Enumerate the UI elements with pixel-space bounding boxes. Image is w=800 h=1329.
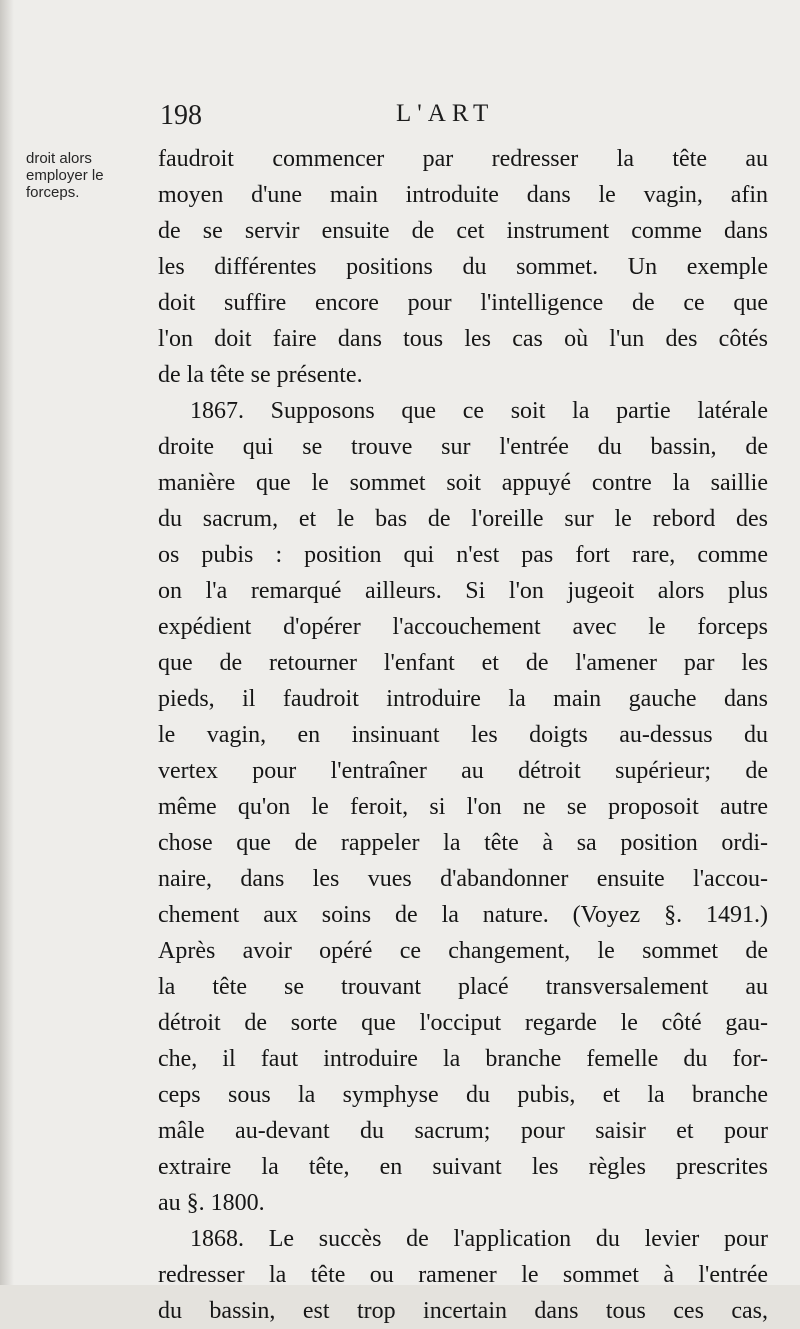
text-line: du sacrum, et le bas de l'oreille sur le rebord des (158, 506, 768, 532)
text-line: pieds, il faudroit introduire la main gauche dans (158, 686, 768, 712)
text-line: que de retourner l'enfant et de l'amener par les (158, 650, 768, 676)
page-edge-shadow (0, 0, 14, 1285)
margin-note-line: forceps. (26, 184, 80, 201)
text-line: vertex pour l'entraîner au détroit supérieur; de (158, 758, 768, 784)
page-header (160, 96, 760, 136)
page-number: 198 (160, 100, 202, 131)
text-line: de se servir ensuite de cet instrument comme dans (158, 218, 768, 244)
text-line: manière que le sommet soit appuyé contre la saillie (158, 470, 768, 496)
text-line: chose que de rappeler la tête à sa position ordi- (158, 830, 768, 856)
paragraph-start-1867: 1867. Supposons que ce soit la partie latérale (190, 398, 768, 424)
margin-note-line: employer le (26, 167, 104, 184)
text-line: expédient d'opérer l'accouchement avec le forceps (158, 614, 768, 640)
margin-note-line: droit alors (26, 150, 92, 167)
text-line: os pubis : position qui n'est pas fort rare, comme (158, 542, 768, 568)
text-line: naire, dans les vues d'abandonner ensuite l'accou- (158, 866, 768, 892)
margin-note (26, 150, 156, 201)
running-head: L'ART (396, 100, 495, 127)
text-line: chement aux soins de la nature. (Voyez §. 1491.) (158, 902, 768, 928)
text-line: du bassin, est trop incertain dans tous ces cas, (158, 1298, 768, 1324)
text-line: on l'a remarqué ailleurs. Si l'on jugeoit alors plus (158, 578, 768, 604)
text-line: redresser la tête ou ramener le sommet à l'entrée (158, 1262, 768, 1288)
text-line: mâle au-devant du sacrum; pour saisir et pour (158, 1118, 768, 1144)
text-line: moyen d'une main introduite dans le vagin, afin (158, 182, 768, 208)
text-line: Après avoir opéré ce changement, le sommet de (158, 938, 768, 964)
body-text (158, 141, 768, 1329)
text-line: de la tête se présente. (158, 362, 363, 388)
paragraph-start-1868: 1868. Le succès de l'application du levier pour (190, 1226, 768, 1252)
text-line: détroit de sorte que l'occiput regarde le côté gau- (158, 1010, 768, 1036)
text-line: doit suffire encore pour l'intelligence de ce que (158, 290, 768, 316)
text-line: le vagin, en insinuant les doigts au-dessus du (158, 722, 768, 748)
text-line: droite qui se trouve sur l'entrée du bassin, de (158, 434, 768, 460)
text-line: la tête se trouvant placé transversalement au (158, 974, 768, 1000)
text-line: l'on doit faire dans tous les cas où l'un des côtés (158, 326, 768, 352)
text-line: les différentes positions du sommet. Un exemple (158, 254, 768, 280)
text-line: même qu'on le feroit, si l'on ne se proposoit autre (158, 794, 768, 820)
text-line: au §. 1800. (158, 1190, 265, 1216)
text-line: faudroit commencer par redresser la tête au (158, 146, 768, 172)
text-line: extraire la tête, en suivant les règles prescrites (158, 1154, 768, 1180)
text-line: che, il faut introduire la branche femelle du for- (158, 1046, 768, 1072)
text-line: ceps sous la symphyse du pubis, et la branche (158, 1082, 768, 1108)
